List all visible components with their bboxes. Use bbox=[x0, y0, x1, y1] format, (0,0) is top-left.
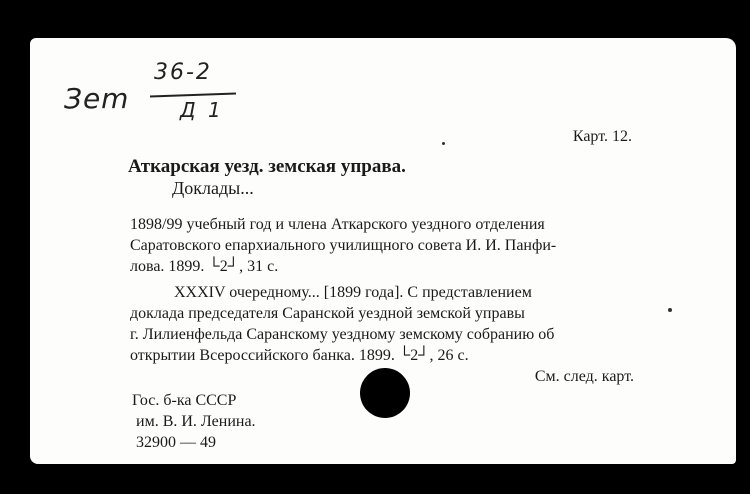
entry-1-line: 1898/99 учебный год и члена Аткарского уездного отделения bbox=[130, 216, 545, 233]
library-line: им. В. И. Ленина. bbox=[136, 413, 256, 430]
entry-1-line: лова. 1899. └2┘, 31 с. bbox=[130, 258, 279, 275]
entry-2-line: XXXIV очередному... [1899 года]. С представлением bbox=[174, 284, 532, 301]
entry-2-line: г. Лилиенфельда Саранскому уездному земскому собранию об bbox=[130, 326, 555, 343]
handwritten-fraction-line bbox=[150, 92, 236, 97]
handwritten-number: 36-2 bbox=[154, 60, 212, 85]
handwritten-zem: Зem bbox=[64, 82, 130, 115]
entry-2-line: открытии Всероссийского банка. 1899. └2┘, 26 с. bbox=[130, 347, 469, 364]
library-stamp bbox=[132, 390, 256, 453]
card-title: Аткарская уезд. земская управа. bbox=[128, 156, 406, 177]
library-line: Гос. б-ка СССР bbox=[132, 392, 237, 409]
entry-1 bbox=[130, 214, 670, 277]
catalog-card bbox=[30, 38, 736, 464]
handwritten-denominator: Д 1 bbox=[180, 98, 224, 122]
entry-2-line: доклада председателя Саранской уездной земской управы bbox=[130, 305, 525, 322]
speck bbox=[442, 142, 445, 145]
library-line: 32900 — 49 bbox=[136, 434, 216, 451]
speck bbox=[668, 308, 672, 312]
see-next-card: См. след. карт. bbox=[534, 368, 634, 385]
entry-1-line: Саратовского епархиального училищного совета И. И. Панфи- bbox=[130, 237, 557, 254]
card-punch-hole bbox=[360, 368, 410, 418]
entry-2 bbox=[130, 282, 640, 366]
card-subtitle: Доклады... bbox=[172, 178, 254, 198]
card-number: Карт. 12. bbox=[572, 128, 632, 145]
